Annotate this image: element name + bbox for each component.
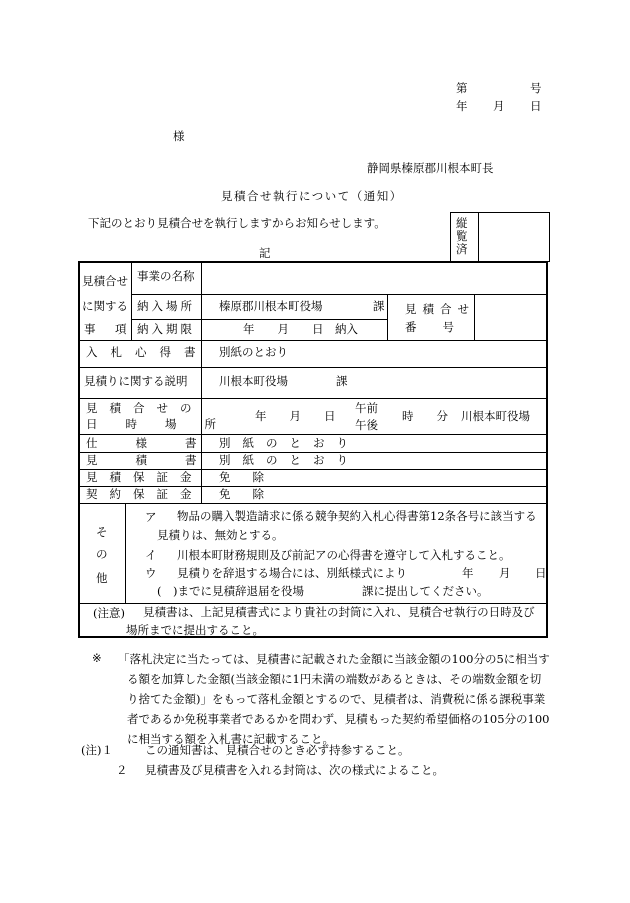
addressee-suffix: 様: [173, 129, 185, 143]
stamp-box-divider: [478, 212, 479, 262]
note2-mark: ２: [116, 763, 128, 777]
spec-label: 仕様書: [86, 436, 235, 450]
date-day: 日: [530, 99, 542, 113]
delivery-place-value: 榛原郡川根本町役場: [219, 299, 323, 313]
contract-deposit-value: 免除: [219, 487, 286, 501]
explanation-section-suffix: 課: [336, 374, 348, 388]
stamp-box-label: 縦覧済: [456, 216, 468, 256]
other-label-2: の: [96, 547, 108, 561]
col-rule: [387, 294, 388, 340]
datetime-label-line2: 日時場所: [86, 417, 244, 431]
note1-mark: (注)１: [81, 743, 113, 757]
other-item-a-text: 物品の購入製造請求に係る競争契約入札心得書第12条各号に該当する見積りは、無効とする。: [157, 509, 537, 542]
delivery-place-label: 納入場所: [137, 299, 195, 313]
group-label-line1: 見積合せ: [82, 274, 128, 288]
bid-rules-label: 入札心得書: [86, 345, 209, 359]
delivery-date-label: 納入期限: [137, 322, 195, 336]
other-item-u-mark: ウ: [145, 566, 157, 580]
quote-label: 見積書: [86, 453, 235, 467]
contract-deposit-label: 契約保証金: [86, 487, 204, 501]
row-rule: [131, 294, 548, 295]
other-label-1: そ: [96, 525, 108, 539]
date-month: 月: [493, 99, 505, 113]
delivery-date-value: 年 月 日 納入: [243, 322, 358, 336]
other-item-i-mark: イ: [145, 548, 157, 562]
number-prefix: 第: [456, 81, 468, 95]
explanation-value: 川根本町役場: [219, 374, 288, 388]
row-rule: [131, 319, 387, 320]
other-item-u-text-2: ( )までに見積辞退届を役場: [157, 584, 304, 598]
quote-value: 別紙のとおり: [219, 453, 360, 467]
intro-text: 下記のとおり見積合せを執行しますからお知らせします。: [88, 216, 386, 230]
datetime-label-line1: 見積合せの: [86, 401, 204, 415]
quote-deposit-label: 見積保証金: [86, 470, 204, 484]
other-item-u-day: 日: [535, 566, 547, 580]
group-label-line2: に関する: [82, 299, 128, 313]
row-rule: [78, 503, 548, 504]
datetime-pm: 午後: [355, 418, 378, 432]
datetime-place: 川根本町役場: [461, 409, 530, 423]
issuer: 静岡県榛原郡川根本町長: [367, 161, 494, 175]
other-item-u-text-3: 課に提出してください。: [362, 584, 489, 598]
col-rule: [125, 503, 126, 603]
other-item-a-mark: ア: [145, 510, 157, 524]
asterisk-mark: ※: [92, 651, 102, 665]
row-rule: [78, 398, 548, 399]
other-item-u-month: 月: [499, 566, 511, 580]
quote-number-label-line1: 見積合せ: [405, 302, 475, 316]
record-mark: 記: [259, 246, 271, 260]
col-rule: [474, 294, 475, 340]
datetime-hour-min: 時 分: [402, 409, 448, 423]
quote-deposit-value: 免除: [219, 470, 286, 484]
datetime-ymd: 年 月 日: [255, 409, 336, 423]
row-rule: [78, 367, 548, 368]
note-mark: (注意): [93, 606, 125, 620]
explanation-label: 見積りに関する説明: [84, 374, 188, 388]
date-year: 年: [456, 99, 468, 113]
other-item-u-text-1: 見積りを辞退する場合には、別紙様式により: [177, 566, 407, 580]
other-item-u-year: 年: [462, 566, 474, 580]
bid-rules-value: 別紙のとおり: [219, 345, 288, 359]
other-label-3: 他: [96, 571, 108, 585]
delivery-section-suffix: 課: [373, 299, 385, 313]
note2-text: 見積書及び見積書を入れる封筒は、次の様式によること。: [145, 763, 444, 777]
datetime-am: 午前: [355, 401, 378, 415]
spec-value: 別紙のとおり: [219, 436, 360, 450]
note1-text: この通知書は、見積合せのとき必ず持参すること。: [145, 743, 410, 757]
document-title: 見積合せ執行について（通知）: [221, 189, 403, 203]
other-item-i-text: 川根本町財務規則及び前記アの心得書を遵守して入札すること。: [177, 548, 511, 562]
number-suffix: 号: [530, 81, 542, 95]
project-name-label: 事業の名称: [137, 269, 195, 283]
note-text: 見積書は、上記見積書式により貴社の封筒に入れ、見積合せ執行の日時及び場所までに提出すること。: [126, 605, 535, 637]
row-rule: [78, 340, 548, 341]
col-rule: [131, 261, 132, 340]
group-label-line3: 事 項: [84, 322, 131, 336]
quote-number-label-line2: 番 号: [405, 320, 455, 334]
asterisk-text: 「落札決定に当たっては、見積書に記載された金額に当該金額の100分の5に相当する額を加算した金額(当該金額に1円未満の端数があるときは、その端数金額を切り捨てた金額)」をもって落札金額とするので、見積者は、消費税に係る課税事業者であるか免税事業者であるかを問わず、見積もった契約希望価格の105分の100に相当する額を入札書に記載すること。: [118, 652, 550, 746]
row-rule: [78, 434, 548, 435]
